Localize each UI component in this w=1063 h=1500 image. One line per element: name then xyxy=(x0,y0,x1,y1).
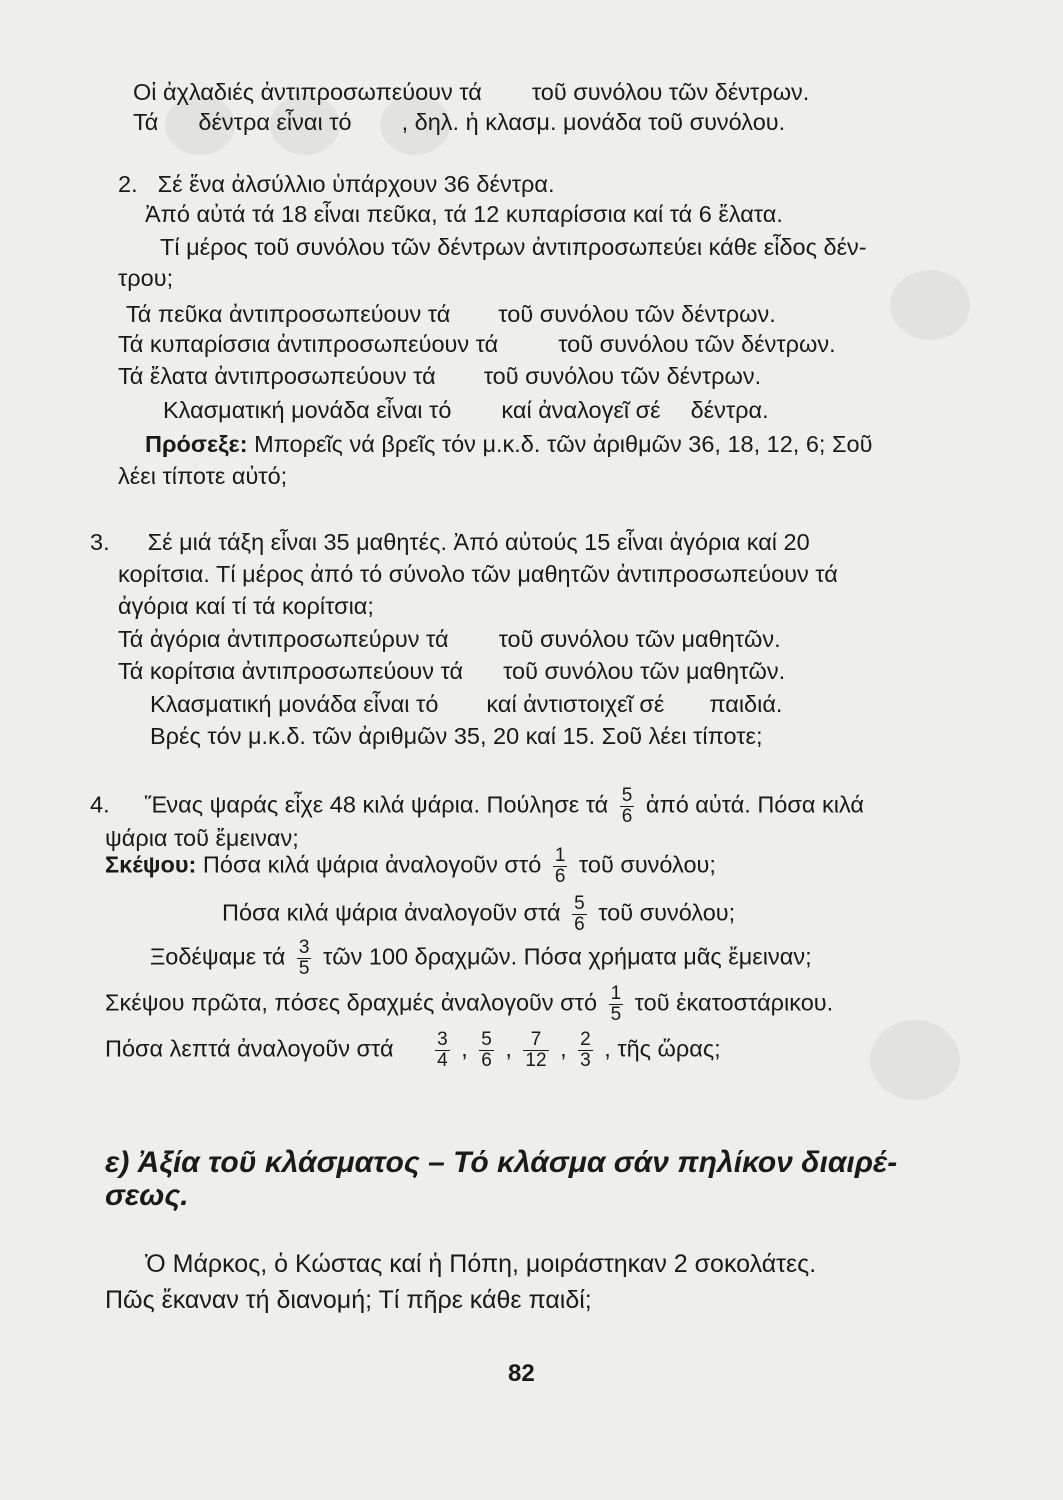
ex3-girls: Τά κορίτσια ἀντιπροσωπεύουν τά τοῦ συνόλου τῶν μαθητῶν. xyxy=(118,658,786,684)
ex3-boys: Τά ἀγόρια ἀντιπροσωπεύρυν τά τοῦ συνόλου τῶν μαθητῶν. xyxy=(118,626,781,652)
ex3-gcd: Βρές τόν μ.κ.δ. τῶν ἀριθμῶν 35, 20 καί 15. Σοῦ λέει τίποτε; xyxy=(150,723,763,749)
ex2-line-4: τρου; xyxy=(118,265,174,291)
ex4-minutes: Πόσα λεπτά ἀναλογοῦν στά $\frac{3}{4}$ , $\frac{5}{6}$ , $\frac{7}{12}$ , $\frac{2}{3}$ , τῆς ὥρας; xyxy=(105,1029,721,1071)
ex4-spent: Ξοδέψαμε τά $\frac{3}{5}$ τῶν 100 δραχμῶν. Πόσα χρήματα μᾶς ἔμειναν; xyxy=(150,937,812,979)
ex2-pines: Τά πεῦκα ἀντιπροσωπεύουν τά τοῦ συνόλου τῶν δέντρων. xyxy=(126,301,776,327)
ex2-note: Πρόσεξε: Μπορεῖς νά βρεῖς τόν μ.κ.δ. τῶν ἀριθμῶν 36, 18, 12, 6; Σοῦ xyxy=(145,431,873,457)
bleed-through-circle xyxy=(890,270,970,340)
ex3-unit: Κλασματική μονάδα εἶναι τό καί ἀντιστοιχεῖ σέ παιδιά. xyxy=(150,691,783,717)
section-heading-2: σεως. xyxy=(105,1179,189,1212)
section-heading: ε) Ἀξία τοῦ κλάσματος – Τό κλάσμα σάν πηλίκον διαιρέ- xyxy=(105,1146,898,1179)
fraction-2-3: $\frac{2}{3}$ xyxy=(580,1029,591,1071)
ex3-line-3: ἀγόρια καί τί τά κορίτσια; xyxy=(118,593,374,619)
ex4-line-2: ψάρια τοῦ ἔμειναν; xyxy=(105,825,299,851)
ex4-line-1: 4. Ἕνας ψαράς εἶχε 48 κιλά ψάρια. Πούλησε τά $\frac{5}{6}$ ἀπό αὐτά. Πόσα κιλά xyxy=(90,785,864,827)
intro-line-1: Οἱ ἀχλαδιές ἀντιπροσωπεύουν τά τοῦ συνόλου τῶν δέντρων. xyxy=(133,79,810,105)
intro-line-2: Τά δέντρα εἶναι τό , δηλ. ἡ κλασμ. μονάδα τοῦ συνόλου. xyxy=(133,109,786,135)
ex2-line-3: Τί μέρος τοῦ συνόλου τῶν δέντρων ἀντιπροσωπεύει κάθε εἶδος δέν- xyxy=(160,234,867,260)
ex2-firs: Τά ἔλατα ἀντιπροσωπεύουν τά τοῦ συνόλου τῶν δέντρων. xyxy=(118,363,762,389)
ex4-think-2: Πόσα κιλά ψάρια ἀναλογοῦν στά $\frac{5}{6}$ τοῦ συνόλου; xyxy=(222,893,736,935)
section-e-line-2: Πῶς ἔκαναν τή διανομή; Τί πῆρε κάθε παιδί; xyxy=(105,1286,592,1314)
ex4-think: Σκέψου: Πόσα κιλά ψάρια ἀναλογοῦν στό $\frac{1}{6}$ τοῦ συνόλου; xyxy=(105,845,716,887)
bleed-through-circle xyxy=(870,1020,960,1100)
ex4-first: Σκέψου πρῶτα, πόσες δραχμές ἀναλογοῦν στό $\frac{1}{5}$ τοῦ ἑκατοστάρικου. xyxy=(105,983,834,1025)
note-label: Πρόσεξε: xyxy=(145,431,248,457)
fraction-5-6: $\frac{5}{6}$ xyxy=(621,785,633,827)
ex2-note-2: λέει τίποτε αὐτό; xyxy=(118,463,288,489)
ex2-line-1: 2. Σέ ἕνα ἀλσύλλιο ὑπάρχουν 36 δέντρα. xyxy=(118,171,555,197)
ex2-line-2: Ἀπό αὐτά τά 18 εἶναι πεῦκα, τά 12 κυπαρίσσια καί τά 6 ἔλατα. xyxy=(145,201,783,227)
fraction-5-6-second: $\frac{5}{6}$ xyxy=(574,893,585,935)
ex3-line-1: 3. Σέ μιά τάξη εἶναι 35 μαθητές. Ἀπό αὐτούς 15 εἶναι ἀγόρια καί 20 xyxy=(90,529,810,555)
page-number: 82 xyxy=(508,1360,535,1387)
ex2-unit: Κλασματική μονάδα εἶναι τό καί ἀναλογεῖ σέ δέντρα. xyxy=(163,397,769,423)
fraction-3-5: $\frac{3}{5}$ xyxy=(298,937,310,979)
fraction-1-5: $\frac{1}{5}$ xyxy=(610,983,622,1025)
fraction-7-12: $\frac{7}{12}$ xyxy=(525,1029,547,1071)
ex3-line-2: κορίτσια. Τί μέρος ἀπό τό σύνολο τῶν μαθητῶν ἀντιπροσωπεύουν τά xyxy=(118,561,838,587)
ex2-cypress: Τά κυπαρίσσια ἀντιπροσωπεύουν τά τοῦ συνόλου τῶν δέντρων. xyxy=(118,331,836,357)
think-label: Σκέψου: xyxy=(105,851,197,878)
fraction-3-4: $\frac{3}{4}$ xyxy=(437,1029,448,1071)
fraction-1-6: $\frac{1}{6}$ xyxy=(554,845,566,887)
section-e-line-1: Ὁ Μάρκος, ὁ Κώστας καί ἡ Πόπη, μοιράστηκαν 2 σοκολάτες. xyxy=(145,1250,817,1278)
fraction-5-6-minutes: $\frac{5}{6}$ xyxy=(481,1029,492,1071)
